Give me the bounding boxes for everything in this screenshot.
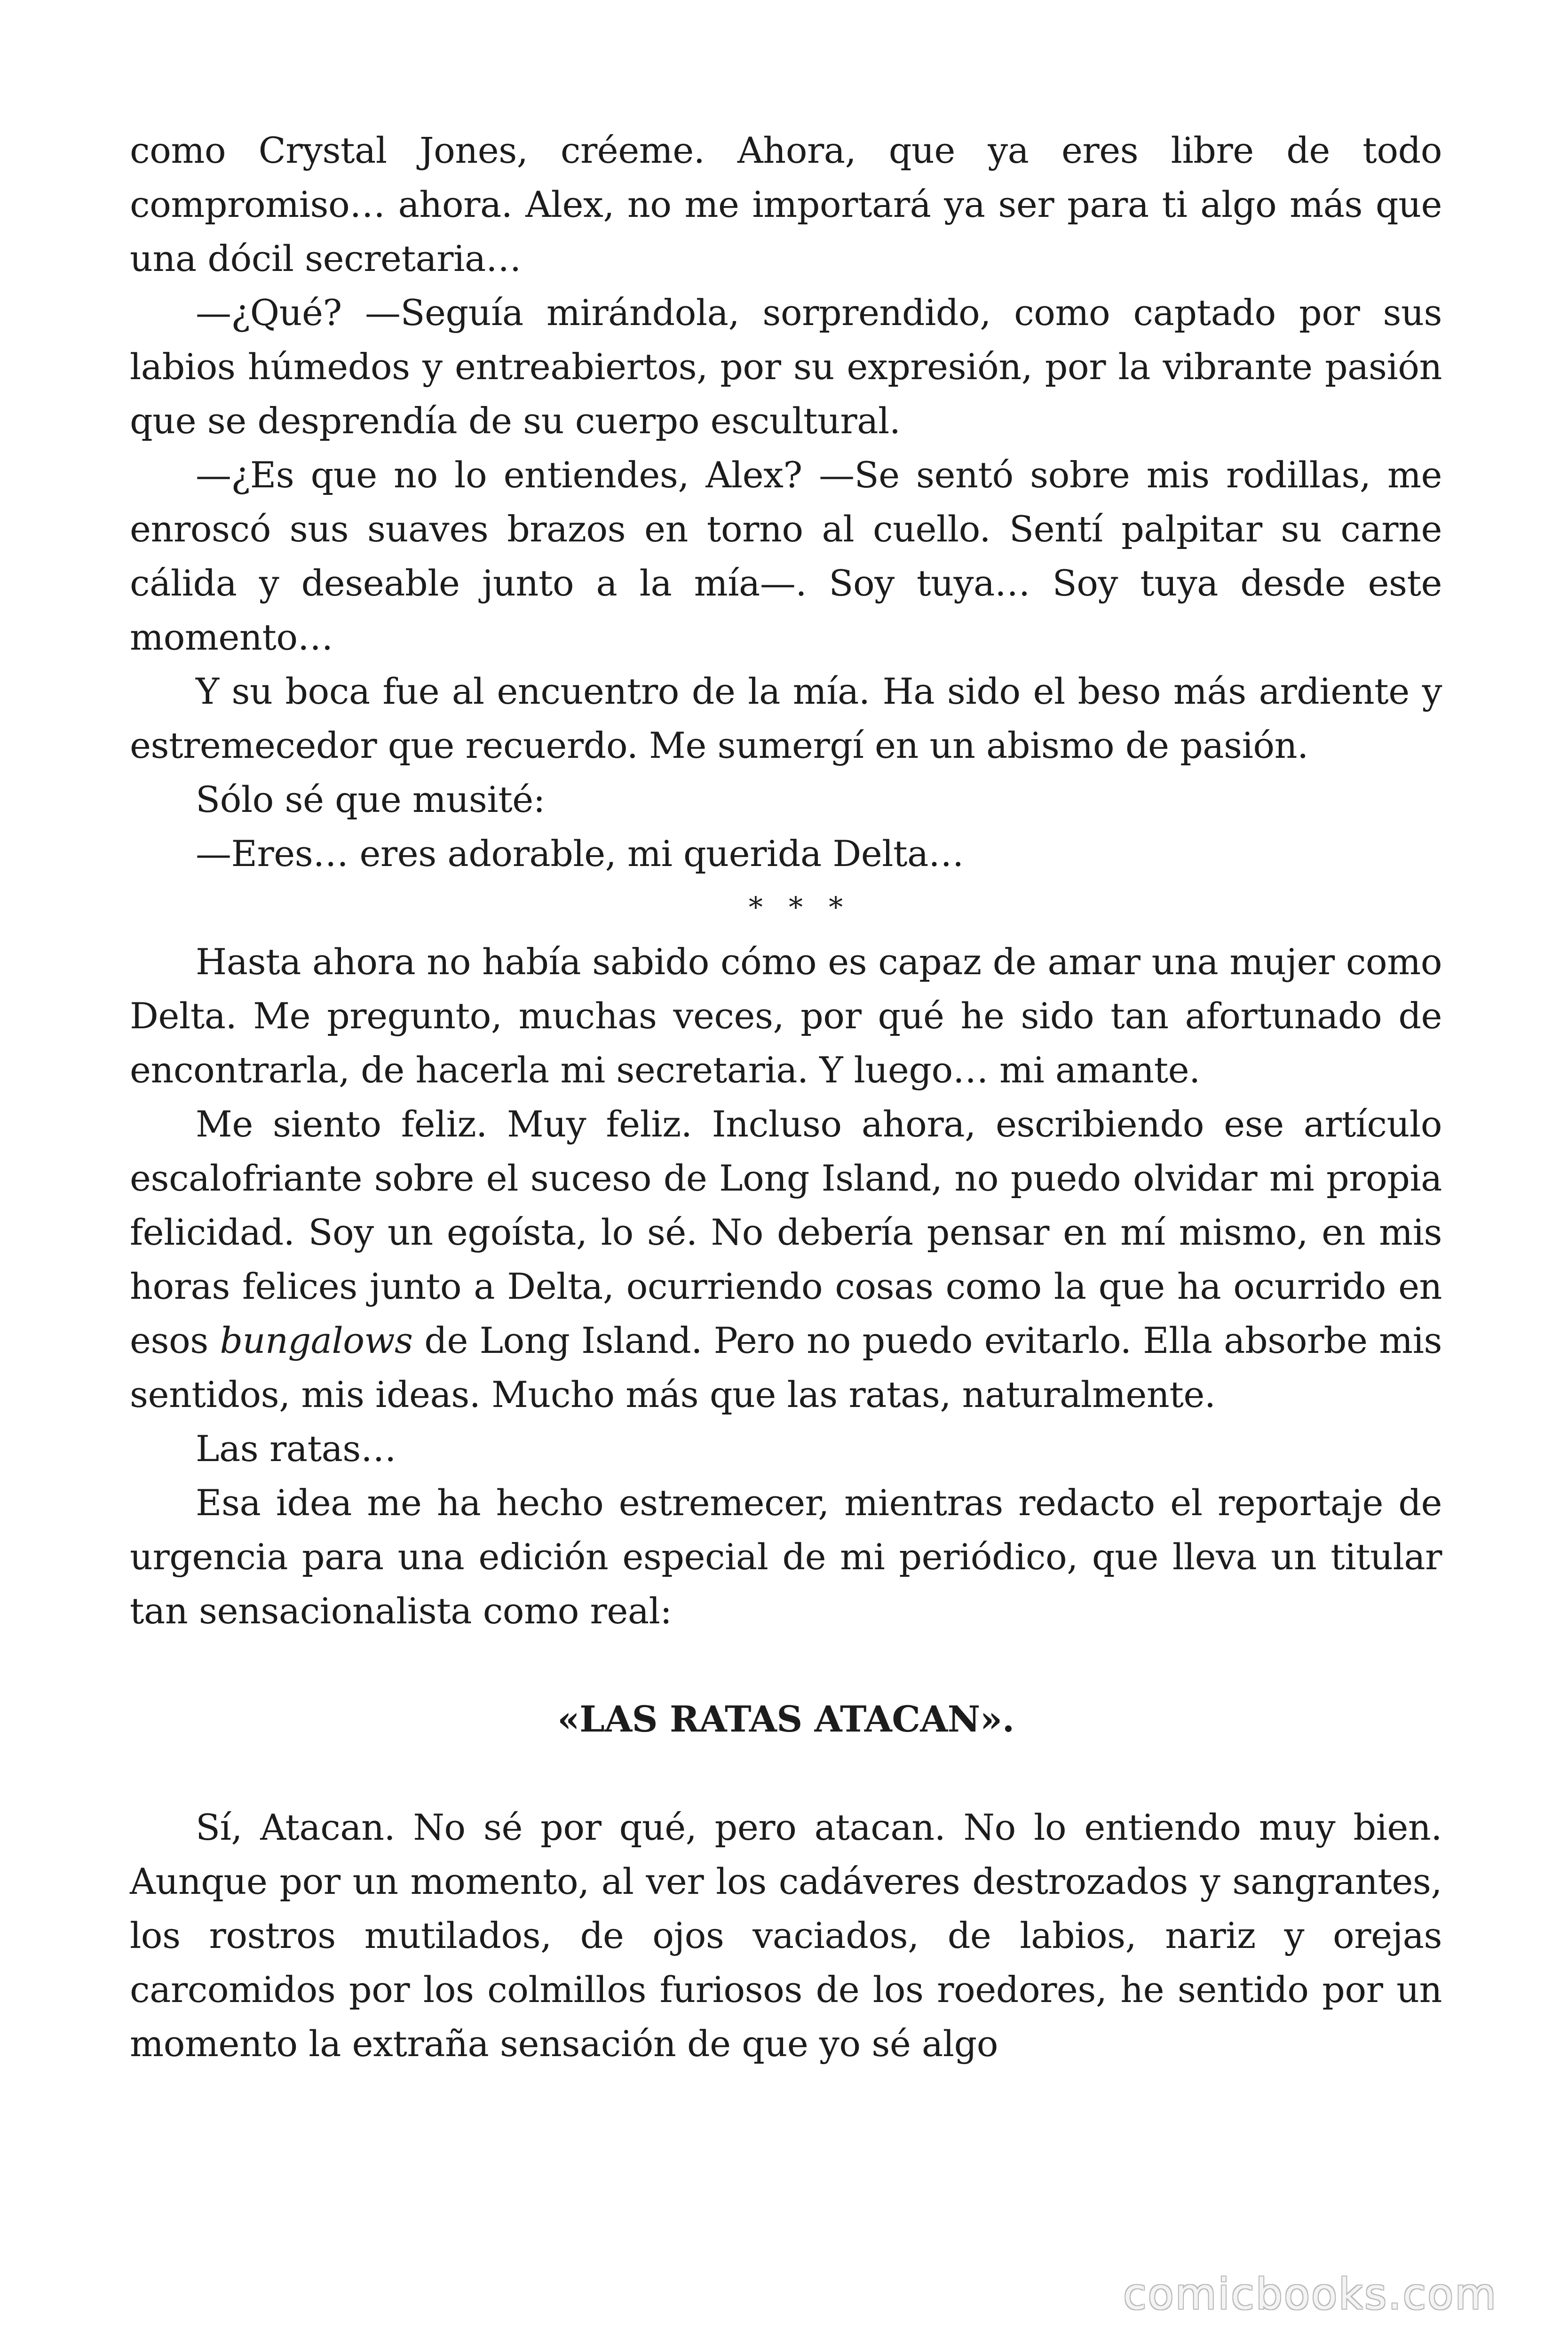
paragraph-adorable: —Eres… eres adorable, mi querida Delta… [196, 833, 964, 874]
paragraph-delta: Hasta ahora no había sabido cómo es capaz de amar una mujer como Delta. Me pregunto, muchas veces, por qué he sido tan afortunado de encontrarla, de hacerla mi secretaria. Y luego… mi amante. [130, 941, 1442, 1091]
paragraph-musite: Sólo sé que musité: [196, 779, 545, 820]
paragraph-continuation: como Crystal Jones, créeme. Ahora, que ya eres libre de todo compromiso… ahora. Alex, no me importará ya ser para ti algo más que una dócil secretaria… [130, 129, 1442, 279]
paragraph-kiss: Y su boca fue al encuentro de la mía. Ha sido el beso más ardiente y estremecedor que recuerdo. Me sumergí en un abismo de pasión. [130, 670, 1442, 766]
section-separator: * * * [748, 891, 852, 924]
felicity-text-after: de Long Island. Pero no puedo evitarlo. Ella absorbe mis sentidos, mis ideas. Mucho más que las ratas, naturalmente. [130, 1319, 1442, 1415]
paragraph-reportaje: Esa idea me ha hecho estremecer, mientras redacto el reportaje de urgencia para una edición especial de mi periódico, que lleva un titular tan sensacionalista como real: [130, 1482, 1442, 1632]
felicity-text-before: Me siento feliz. Muy feliz. Incluso ahora, escribiendo ese artículo escalofriante sobre el suceso de Long Island, no puedo olvidar mi propia felicidad. Soy un egoísta, lo sé. No debería pensar en mí mismo, en mis horas felices junto a Delta, ocurriendo cosas como la que ha ocurrido en esos [130, 1103, 1442, 1361]
watermark-logo: comicbooks.com [1123, 2270, 1497, 2319]
paragraph-dialogue-entiendes: —¿Es que no lo entiendes, Alex? —Se sentó sobre mis rodillas, me enroscó sus suaves brazos en torno al cuello. Sentí palpitar su carne cálida y deseable junto a la mía—. Soy tuya… Soy tuya desde este momento… [130, 454, 1442, 658]
paragraph-felicity [130, 1097, 1442, 1422]
paragraph-dialogue-que: —¿Qué? —Seguía mirándola, sorprendido, como captado por sus labios húmedos y entreabiertos, por su expresión, por la vibrante pasión que se desprendía de su cuerpo escultural. [130, 292, 1442, 442]
newspaper-headline: «LAS RATAS ATACAN». [557, 1698, 1014, 1740]
felicity-text-italic: bungalows [220, 1319, 413, 1361]
paragraph-las-ratas: Las ratas… [196, 1428, 396, 1470]
paragraph-atacan: Sí, Atacan. No sé por qué, pero atacan. No lo entiendo muy bien. Aunque por un momento, al ver los cadáveres destrozados y sangrantes, los rostros mutilados, de ojos vaciados, de labios, nariz y orejas carcomidos por los colmillos furiosos de los roedores, he sentido por un momento la extraña sensación de que yo sé algo [130, 1806, 1442, 2065]
page-text [130, 123, 1442, 2071]
